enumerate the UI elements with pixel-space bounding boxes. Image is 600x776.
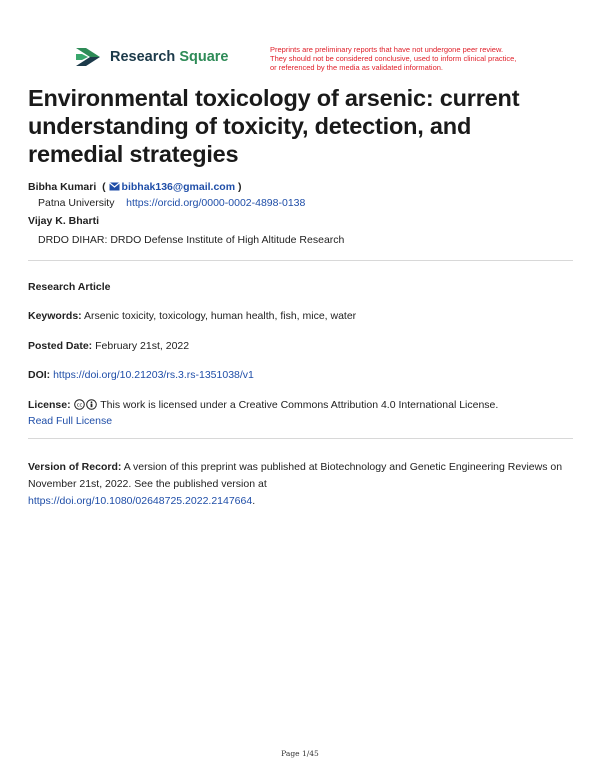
article-type: Research Article (28, 281, 111, 293)
keywords-line (28, 309, 356, 323)
preprint-disclaimer (270, 45, 540, 72)
divider (28, 260, 573, 261)
author-1-affiliation-line (38, 196, 305, 210)
version-of-record-link[interactable]: https://doi.org/10.1080/02648725.2022.2147664 (28, 495, 253, 507)
brand-name-square: Square (179, 49, 229, 65)
version-of-record (28, 459, 573, 510)
author-1-email: bibhak136@gmail.com (121, 181, 236, 193)
envelope-icon (109, 182, 120, 191)
posted-date-label: Posted Date: (28, 340, 93, 352)
author-2-name: Vijay K. Bharti (28, 215, 99, 227)
disclaimer-line: They should not be considered conclusive, used to inform clinical practice, (270, 54, 517, 63)
author-1-name: Bibha Kumari (28, 181, 97, 193)
doi-label: DOI: (28, 369, 51, 381)
read-full-license-link[interactable]: Read Full License (28, 415, 113, 427)
page-number: Page 1/45 (281, 749, 319, 758)
disclaimer-line: or referenced by the media as validated information. (270, 63, 444, 72)
doi-link[interactable]: https://doi.org/10.21203/rs.3.rs-1351038/v1 (53, 369, 254, 381)
disclaimer-line: Preprints are preliminary reports that have not undergone peer review. (270, 45, 504, 54)
version-of-record-label: Version of Record: (28, 461, 122, 473)
posted-date-line (28, 339, 189, 353)
brand-name (110, 49, 229, 65)
author-1-email-link[interactable] (109, 181, 236, 193)
author-1-orcid-link[interactable]: https://orcid.org/0000-0002-4898-0138 (126, 197, 306, 209)
author-1-line: Bibha Kumari ( bibhak136@gmail.com ) (28, 181, 242, 193)
svg-text:cc: cc (76, 402, 82, 409)
license-text: This work is licensed under a Creative Commons Attribution 4.0 International License. (100, 399, 499, 411)
version-of-record-text: A version of this preprint was published at Biotechnology and Genetic Engineering Reviews on November 21st, 2022. See the published version at (28, 461, 563, 490)
brand-name-research: Research (110, 49, 176, 65)
posted-date-value: February 21st, 2022 (95, 340, 190, 352)
doi-line (28, 368, 254, 382)
divider (28, 438, 573, 439)
author-1-affiliation: Patna University (38, 197, 115, 209)
license-label: License: (28, 399, 71, 411)
paper-title: Environmental toxicology of arsenic: current understanding of toxicity, detection, and remedial strategies (28, 85, 520, 167)
author-2-affiliation: DRDO DIHAR: DRDO Defense Institute of High Altitude Research (38, 234, 345, 246)
creative-commons-icon (74, 399, 98, 410)
keywords-value: Arsenic toxicity, toxicology, human health, fish, mice, water (84, 310, 357, 322)
research-square-logo[interactable] (74, 46, 229, 68)
research-square-logo-icon (74, 46, 102, 68)
license-line (28, 398, 498, 412)
version-of-record-tail: . (252, 495, 256, 507)
keywords-label: Keywords: (28, 310, 82, 322)
